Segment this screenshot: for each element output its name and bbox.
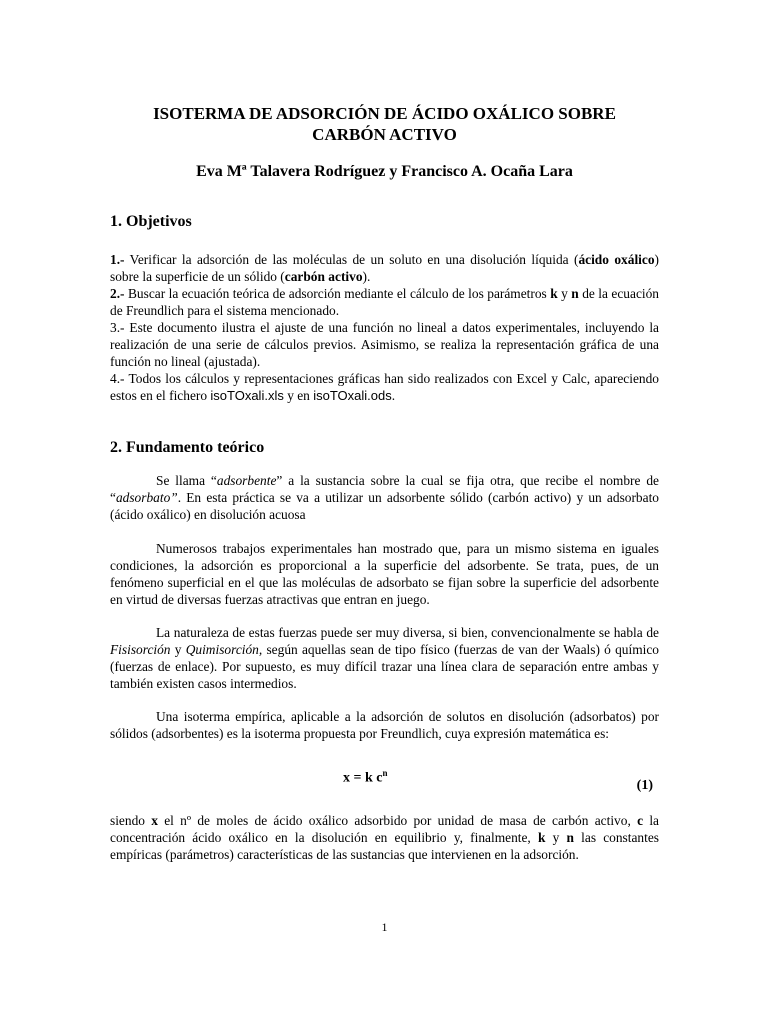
section-1-heading: 1. Objetivos [110,213,192,230]
file-name-ods: isoTOxali.ods [313,388,392,403]
objective-1: 1.- Verificar la adsorción de las moléculas de un soluto en una disolución líquida (ácido oxálico) sobre la superficie de un sólido (carbón activo). [110,252,659,284]
equation-number: (1) [636,778,653,793]
paragraph-1: Se llama “adsorbente” a la sustancia sobre la cual se fija otra, que recibe el nombre de “adsorbato”. En esta práctica se va a utilizar un adsorbente sólido (carbón activo) y un adsorbato (ácido oxálico) en disolución acuosa [110,473,659,522]
authors: Eva Mª Talavera Rodríguez y Francisco A. Ocaña Lara [196,163,573,180]
title-line-1: ISOTERMA DE ADSORCIÓN DE ÁCIDO OXÁLICO SOBRE [153,104,616,123]
paragraph-5: siendo x el nº de moles de ácido oxálico adsorbido por unidad de masa de carbón activo, c la concentración ácido oxálico en la disolución en equilibrio y, finalmente, k y n las constantes empíricas (parámetros) características de las sustancias que intervienen en la adsorción. [110,813,660,862]
freundlich-equation [110,768,659,793]
page-number: 1 [381,920,388,934]
objective-3: 3.- Este documento ilustra el ajuste de una función no lineal a datos experimentales, incluyendo la realización de una serie de cálculos previos. Asimismo, se realiza la representación gráfica de una función no lineal (ajustada). [110,320,659,369]
equation-formula: x = k $c^n$ [343,768,388,786]
section-2-heading: 2. Fundamento teórico [110,439,265,456]
paragraph-3: La naturaleza de estas fuerzas puede ser muy diversa, si bien, convencionalmente se habla de Fisisorción y Quimisorción, según aquellas sean de tipo físico (fuerzas de van der Waals) ó químico (fuerzas de enlace). Por supuesto, es muy difícil trazar una línea clara de separación entre ambas y también existen casos intermedios. [110,625,659,691]
objective-2: 2.- Buscar la ecuación teórica de adsorción mediante el cálculo de los parámetros k y n de la ecuación de Freundlich para el sistema mencionado. [110,286,659,318]
title-line-2: CARBÓN ACTIVO [312,125,457,144]
document-title [110,103,659,145]
paragraph-4: Una isoterma empírica, aplicable a la adsorción de solutos en disolución (adsorbatos) por sólidos (adsorbentes) es la isoterma propuesta por Freundlich, cuya expresión matemática es: [110,709,659,741]
objectives-list [110,251,659,404]
paragraph-2: Numerosos trabajos experimentales han mostrado que, para un mismo sistema en iguales condiciones, la adsorción es proporcional a la superficie del adsorbente. Se trata, pues, de un fenómeno superficial en el que las moléculas de adsorbato se fijan sobre la superficie del adsorbente en virtud de diversas fuerzas atractivas que entran en juego. [110,541,659,607]
objective-4: 4.- Todos los cálculos y representaciones gráficas han sido realizados con Excel y Calc, apareciendo estos en el fichero isoTOxali.xls y en isoTOxali.ods. [110,371,659,403]
file-name-xls: isoTOxali.xls [210,388,284,403]
